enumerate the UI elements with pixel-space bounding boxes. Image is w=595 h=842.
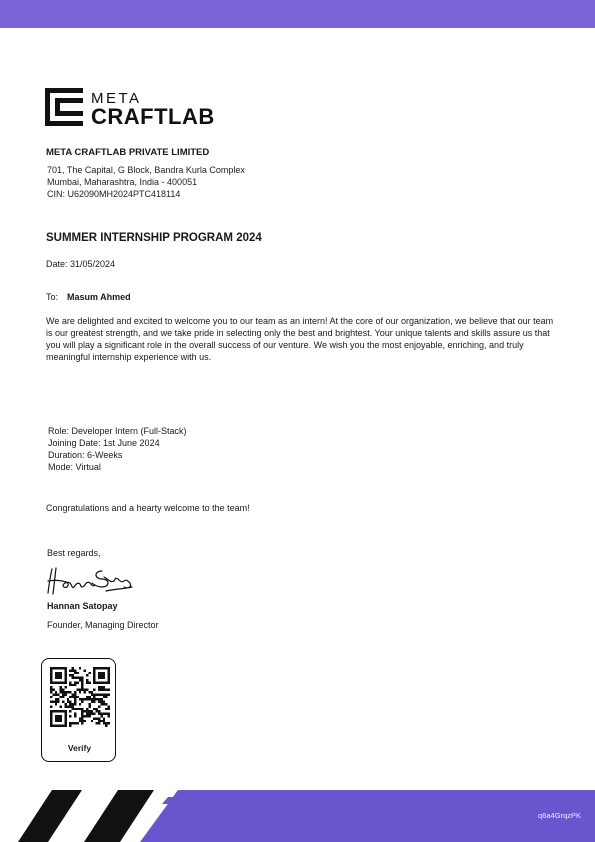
qr-code-icon[interactable]: [50, 667, 110, 727]
letter-body: We are delighted and excited to welcome you to our team as an intern! At the core of our organization, we believe that our team is our greatest strength, and we take pride in selecting only the best and brightest. Your unique talents and skills assure us that you will play a significant role in the overall success of our venture. We wish you the most enjoyable, enriching, and truly meaningful internship experience with us.: [46, 316, 554, 362]
logo-text-top: META: [91, 90, 142, 107]
address-line-2: Mumbai, Maharashtra, India - 400051: [47, 177, 198, 187]
company-cin: CIN: U62090MH2024PTC418114: [47, 189, 181, 199]
detail-role: Role: Developer Intern (Full-Stack): [48, 426, 187, 436]
recipient-label: To:: [46, 292, 59, 302]
signature-image: [44, 565, 136, 599]
bottom-decorative-band: [0, 790, 595, 842]
congratulations-text: Congratulations and a hearty welcome to the team!: [46, 503, 250, 513]
detail-duration: Duration: 6-Weeks: [48, 450, 123, 460]
signer-title: Founder, Managing Director: [47, 620, 159, 630]
verification-code: q6a4GrqzPK: [538, 811, 581, 820]
top-accent-band: [0, 0, 595, 28]
detail-mode: Mode: Virtual: [48, 462, 101, 472]
company-logo: [45, 88, 225, 130]
letter-title: SUMMER INTERNSHIP PROGRAM 2024: [46, 232, 262, 244]
verify-label: Verify: [67, 743, 92, 753]
verify-card[interactable]: [41, 658, 116, 762]
closing-regards: Best regards,: [47, 548, 101, 558]
detail-joining-date: Joining Date: 1st June 2024: [48, 438, 160, 448]
signer-name: Hannan Satopay: [47, 601, 118, 611]
address-line-1: 701, The Capital, G Block, Bandra Kurla Complex: [47, 165, 245, 175]
company-name: META CRAFTLAB PRIVATE LIMITED: [46, 147, 210, 158]
recipient-name: Masum Ahmed: [67, 292, 131, 302]
letter-date: Date: 31/05/2024: [46, 259, 116, 269]
craftlab-logo-icon: [45, 88, 83, 126]
logo-text-bottom: CRAFTLAB: [91, 104, 215, 129]
